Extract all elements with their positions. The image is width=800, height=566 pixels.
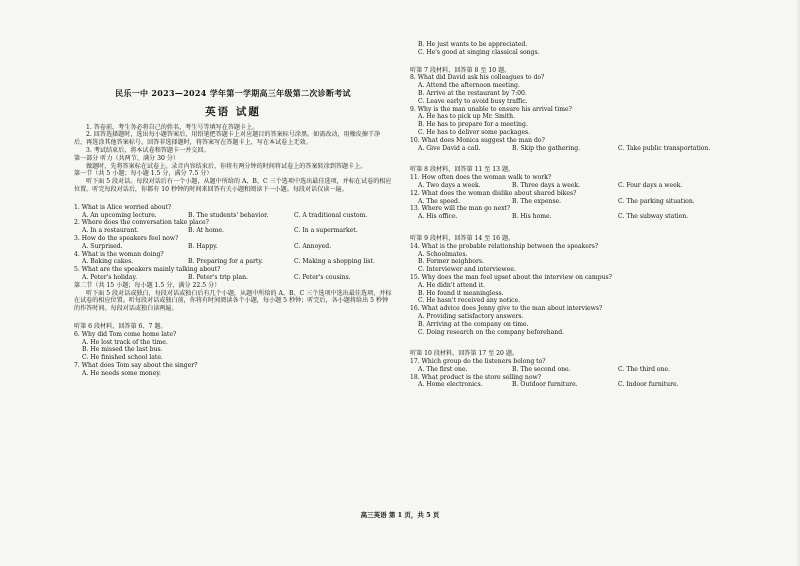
- question-text: 2. Where does the conversation take place?: [74, 219, 209, 227]
- option-b: B. Arrive at the restaurant by 7:00.: [418, 89, 527, 97]
- option-c: C. In a supermarket.: [294, 227, 358, 235]
- option-b: B. He has to prepare for a meeting.: [418, 121, 528, 129]
- option-a: A. Attend the afternoon meeting.: [418, 82, 520, 90]
- question-7-continued: [410, 41, 732, 57]
- option-b: B. Skip the gathering.: [512, 144, 581, 152]
- option-c: C. Take public transportation.: [618, 144, 711, 152]
- option-a: A. An upcoming lecture.: [82, 211, 157, 219]
- question-17: [410, 358, 732, 374]
- question-text: 4. What is the woman doing?: [74, 250, 164, 258]
- question-12: [410, 190, 732, 206]
- option-b: B. Outdoor furniture.: [512, 381, 578, 389]
- option-c: C. Indoor furniture.: [618, 381, 679, 389]
- question-text: 14. What is the probable relationship between the speakers?: [410, 242, 599, 250]
- question-5: [74, 266, 392, 282]
- option-a: A. The first one.: [418, 365, 468, 373]
- option-c: C. The parking situation.: [618, 197, 695, 205]
- question-9: [410, 106, 732, 137]
- option-c: C. He hasn't received any notice.: [418, 297, 521, 305]
- option-b: B. He missed the last bus.: [82, 346, 163, 354]
- question-text: 11. How often does the woman walk to work?: [410, 174, 552, 182]
- option-a: A. He lost track of the time.: [82, 338, 168, 346]
- option-b: B. Preparing for a party.: [188, 258, 263, 266]
- material-7-heading: 听第 7 段材料，回答第 8 至 10 题。: [410, 66, 511, 74]
- right-column: [410, 0, 732, 566]
- question-10: [410, 137, 732, 153]
- question-8: [410, 74, 732, 105]
- option-b: B. He found it meaningless.: [418, 289, 504, 297]
- option-b: B. The students' behavior.: [188, 211, 269, 219]
- material-10-heading: 听第 10 段材料，回答第 17 至 20 题。: [410, 350, 519, 358]
- option-a: A. Two days a week.: [418, 181, 481, 189]
- option-b: B. Former neighbors.: [418, 258, 484, 266]
- section2-heading: 第二节（共 15 小题；每小题 1.5 分，满分 22.5 分）: [74, 281, 221, 289]
- option-b: B. Arriving at the company on time.: [418, 320, 529, 328]
- option-b: B. Peter's trip plan.: [188, 274, 248, 282]
- question-text: 18. What product is the store selling now?: [410, 373, 541, 381]
- question-text: 13. Where will the man go next?: [410, 205, 511, 213]
- question-text: 16. What advice does Jenny give to the man about interviews?: [410, 305, 603, 313]
- question-text: 17. Which group do the listeners belong to?: [410, 358, 546, 366]
- instruction-1: 1. 答卷前，考生务必将自己的姓名、考生号等填写在答题卡上。: [86, 123, 259, 131]
- question-text: 12. What does the woman dislike about shared bikes?: [410, 189, 577, 197]
- question-3: [74, 235, 392, 251]
- option-c: C. The third one.: [618, 365, 671, 373]
- question-13: [410, 205, 732, 221]
- left-column: [74, 0, 392, 566]
- question-text: 7. What does Tom say about the singer?: [74, 361, 198, 369]
- subject-title: 英语 试题: [205, 106, 261, 119]
- material-8-heading: 听第 8 段材料，回答第 11 至 13 题。: [410, 166, 515, 174]
- option-c: C. Making a shopping list.: [294, 258, 375, 266]
- question-text: 8. What did David ask his colleagues to do?: [410, 74, 545, 82]
- question-18: [410, 374, 732, 390]
- option-a: A. His office.: [418, 213, 458, 221]
- page-footer: 高三英语 第 1 页，共 5 页: [360, 511, 440, 519]
- question-14: [410, 243, 732, 274]
- part1-heading: 第一部分 听力（共两节，满分 30 分）: [74, 154, 179, 162]
- question-text: 6. Why did Tom come home late?: [74, 330, 177, 338]
- option-a: A. He needs some money.: [82, 369, 161, 377]
- question-2: [74, 219, 392, 235]
- question-15: [410, 274, 732, 305]
- option-a: A. Baking cakes.: [82, 258, 134, 266]
- option-c: C. Four days a week.: [618, 181, 683, 189]
- question-1: [74, 204, 392, 220]
- option-c: C. He's good at singing classical songs.: [418, 48, 540, 56]
- option-c: C. A traditional custom.: [294, 211, 368, 219]
- option-a: A. He didn't attend it.: [418, 281, 486, 289]
- question-text: 1. What is Alice worried about?: [74, 203, 172, 211]
- material-9-heading: 听第 9 段材料，回答第 14 至 16 题。: [410, 234, 515, 242]
- option-a: A. Peter's holiday.: [82, 274, 138, 282]
- option-a: A. Home electronics.: [418, 381, 483, 389]
- part1-note: 做题时，先将答案标在试卷上。录音内容结束后，你将有两分钟的时间将试卷上的答案转涂到答题卡上。: [86, 162, 367, 170]
- option-a: A. Surprised.: [82, 242, 123, 250]
- option-c: C. He finished school late.: [82, 354, 163, 362]
- option-b: B. He just wants to be appreciated.: [418, 41, 528, 48]
- section1-note: 听下面 5 段对话。每段对话后有一个小题，从题中所给的 A、B、C 三个选项中选出最佳选项，并标在试卷的相应位置。听完每段对话后，你都有 10 秒钟的时间来回答有关小题和阅读下一小题。每段对话仅读一遍。: [74, 178, 392, 194]
- question-7: [74, 362, 392, 378]
- option-c: C. Annoyed.: [294, 242, 332, 250]
- material-6-heading: 听第 6 段材料，回答第 6、7 题。: [74, 323, 167, 330]
- question-4: [74, 251, 392, 267]
- option-a: A. In a restaurant.: [82, 227, 139, 235]
- instruction-2: 2. 回答选择题时，选出每小题答案后，用铅笔把答题卡上对应题目的答案标号涂黑。如需改动，用橡皮擦干净后，再选涂其他答案标号。回答非选择题时，将答案写在答题卡上，写在本试卷上无效。: [74, 131, 381, 147]
- question-text: 9. Why is the man unable to ensure his arrival time?: [410, 105, 572, 113]
- option-b: B. His home.: [512, 213, 552, 221]
- section1-heading: 第一节（共 5 小题；每小题 1.5 分，满分 7.5 分）: [74, 170, 213, 178]
- question-11: [410, 174, 732, 190]
- instruction-3: 3. 考试结束后，将本试卷和答题卡一并交回。: [86, 147, 210, 155]
- school-title: 民乐一中 2023—2024 学年第一学期高三年级第二次诊断考试: [115, 88, 351, 98]
- option-b: B. At home.: [188, 227, 224, 235]
- question-text: 10. What does Monica suggest the man do?: [410, 136, 545, 144]
- option-a: A. Schoolmates.: [418, 250, 468, 258]
- question-text: 15. Why does the man feel upset about the interview on campus?: [410, 273, 612, 281]
- option-c: C. Doing research on the company beforehand.: [418, 328, 565, 336]
- instructions: [74, 124, 392, 155]
- option-c: C. The subway station.: [618, 213, 689, 221]
- option-b: B. The expense.: [512, 197, 562, 205]
- scan-edge-shadow: [796, 0, 800, 566]
- option-c: C. Peter's cousins.: [294, 274, 351, 282]
- option-a: A. Providing satisfactory answers.: [418, 312, 524, 320]
- option-a: A. He has to pick up Mr. Smith.: [418, 113, 516, 121]
- option-b: B. The second one.: [512, 365, 571, 373]
- question-16: [410, 305, 732, 336]
- option-c: C. He has to deliver some packages.: [418, 128, 531, 136]
- option-a: A. The speed.: [418, 197, 460, 205]
- question-6: [74, 331, 392, 362]
- option-c: C. Leave early to avoid busy traffic.: [418, 97, 528, 105]
- section2-note: 听下面 5 段对话或独白，每段对话或独白后有几个小题，从题中所给的 A、B、C 三个选项中选出最佳选项，并标在试卷的相应位置。听每段对话或独白前，你将有时间阅读各个小题，每小题 5 秒钟；听完后，各小题将给出 5 秒钟的作答时间。每段对话或独白读两遍。: [74, 289, 392, 313]
- question-text: 3. How do the speakers feel now?: [74, 235, 179, 243]
- option-b: B. Three days a week.: [512, 181, 581, 189]
- question-text: 5. What are the speakers mainly talking about?: [74, 266, 221, 274]
- option-a: A. Give David a call.: [418, 144, 481, 152]
- option-c: C. Interviewer and interviewee.: [418, 266, 516, 274]
- option-b: B. Happy.: [188, 242, 218, 250]
